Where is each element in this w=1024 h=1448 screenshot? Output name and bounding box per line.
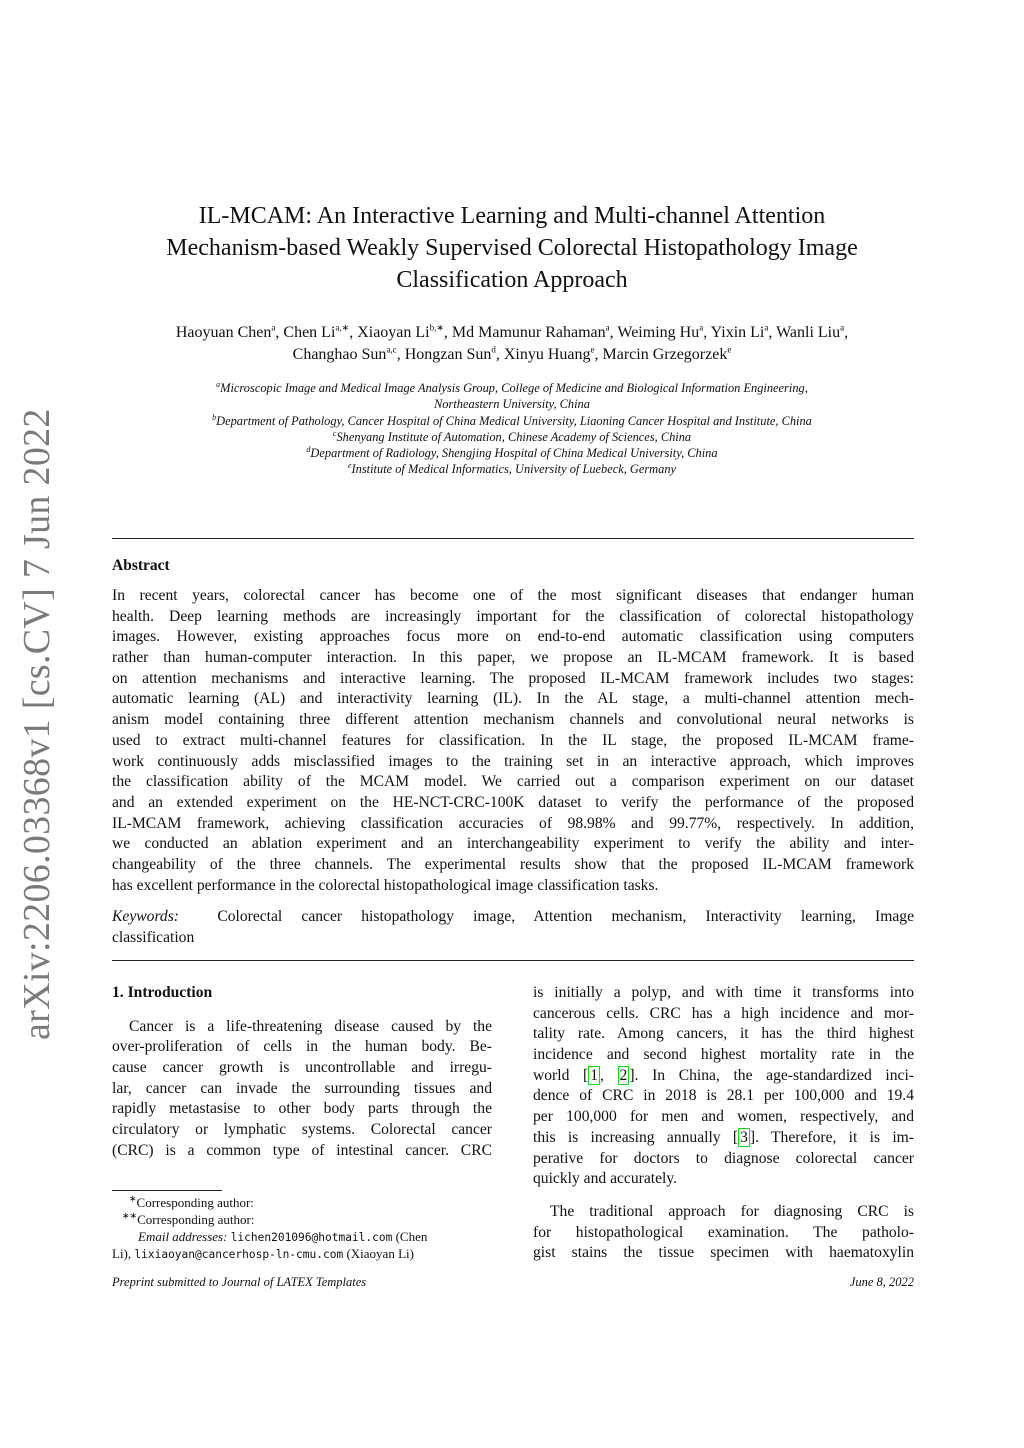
title-line: Mechanism-based Weakly Supervised Colorectal Histopathology Image xyxy=(166,235,858,261)
author-affiliation-mark: a,∗ xyxy=(335,322,350,333)
body-line: quickly and accurately. xyxy=(533,1170,678,1188)
affiliation-mark: d xyxy=(306,445,311,455)
body-line: gist stains the tissue specimen with haematoxylin xyxy=(533,1244,914,1262)
footnote-text: Li), xyxy=(112,1246,132,1262)
author-name: Hongzan Sun xyxy=(404,346,492,363)
body-line: Cancer is a life-threatening disease caused by the xyxy=(129,1017,492,1035)
affiliation-text: Shenyang Institute of Automation, Chinese Academy of Sciences, China xyxy=(336,429,692,444)
body-line: world [ 1 , 2 ]. In China, the age-standardized inci- xyxy=(533,1066,914,1084)
affiliation-text: Northeastern University, China xyxy=(434,397,590,412)
author-affiliation-mark: a xyxy=(605,322,610,333)
body-text: . In China, the age-standardized inci- xyxy=(634,1066,914,1084)
author-name: Md Mamunur Rahaman xyxy=(451,324,606,341)
author-name: Haoyuan Chen xyxy=(175,324,272,341)
author-affiliation-mark: a xyxy=(271,322,276,333)
footnote-text: Corresponding author: xyxy=(136,1195,254,1210)
abstract-bottom-rule xyxy=(112,960,914,961)
author-affiliation-mark: b,∗ xyxy=(429,322,444,333)
body-line: rapidly metastasise to other body parts through the xyxy=(112,1100,492,1118)
abstract-line: on attention mechanisms and interactive learning. The proposed IL-MCAM framework includes two stages: xyxy=(112,669,914,687)
abstract-line: In recent years, colorectal cancer has become one of the most significant diseases that endanger human xyxy=(112,587,914,604)
author-name: Changhao Sun xyxy=(292,346,387,363)
body-line: over-proliferation of cells in the human body. Be- xyxy=(112,1038,492,1056)
affiliation-a-cont xyxy=(100,396,924,412)
footnote-rule xyxy=(112,1190,222,1191)
citation-link[interactable]: 2 xyxy=(619,1066,628,1084)
keywords xyxy=(112,907,914,948)
author-affiliation-mark: a xyxy=(840,322,845,333)
footnote-line xyxy=(112,1229,492,1247)
footnote-text: (Xiaoyan Li) xyxy=(346,1246,414,1262)
abstract-line: anism model containing three different attention mechanism channels and convolutional neural networks is xyxy=(112,711,914,729)
citation-link[interactable]: 1 xyxy=(590,1066,599,1084)
affiliation-mark: e xyxy=(347,461,352,471)
affiliation-text: Department of Pathology, Cancer Hospital of China Medical University, Liaoning Cancer Hospital and Institute, China xyxy=(216,413,812,428)
affiliation-c xyxy=(100,429,924,445)
author-affiliation-mark: a xyxy=(699,322,704,333)
author-name: Marcin Grzegorzek xyxy=(602,346,728,363)
affiliation-mark: c xyxy=(332,428,337,438)
body-line: (CRC) is a common type of intestinal cancer. CRC xyxy=(112,1141,492,1159)
paragraph-gap xyxy=(533,1190,914,1202)
author-affiliation-mark: a,c xyxy=(386,344,397,355)
right-column xyxy=(533,983,914,1264)
author-affiliation-mark: e xyxy=(727,344,732,355)
abstract-heading: Abstract xyxy=(112,557,170,574)
left-column xyxy=(112,983,492,1162)
abstract-top-rule xyxy=(112,538,914,539)
email-address[interactable]: lichen201096@hotmail.com xyxy=(230,1230,393,1244)
section-heading: 1. Introduction xyxy=(112,984,213,1001)
affiliations xyxy=(100,380,924,478)
author-affiliation-mark: e xyxy=(590,344,595,355)
abstract-line: IL-MCAM framework, achieving classification accuracies of 98.98% and 99.77%, respectively. In addition, xyxy=(112,814,914,832)
body-text: this is increasing annually xyxy=(533,1128,721,1146)
footnote-text: (Chen xyxy=(395,1228,428,1244)
keywords-text: Colorectal cancer histopathology image, Attention mechanism, Interactivity learning, Image xyxy=(217,908,914,925)
author-name: Weiming Hu xyxy=(617,324,700,341)
abstract-line: the classification ability of the MCAM model. We carried out a comparison experiment on our dataset xyxy=(112,773,914,791)
author-name: Wanli Liu xyxy=(776,324,841,341)
body-line: tality rate. Among cancers, it has the third highest xyxy=(533,1025,914,1043)
footnotes xyxy=(112,1195,492,1264)
affiliation-mark: b xyxy=(212,412,217,422)
affiliation-b xyxy=(100,413,924,429)
affiliation-text: Microscopic Image and Medical Image Analysis Group, College of Medicine and Biological Information Engineering, xyxy=(220,381,808,395)
paper-title xyxy=(112,200,912,296)
abstract-line: changeability of the three channels. The experimental results show that the proposed IL-MCAM framework xyxy=(112,855,914,873)
body-line: this is increasing annually [ 3 ]. Therefore, it is im- xyxy=(533,1128,915,1146)
abstract-line: automatic learning (AL) and interactivity learning (IL). In the AL stage, a multi-channel attention mech- xyxy=(112,690,914,708)
affiliation-e xyxy=(100,461,924,477)
footnote-mark: ∗∗ xyxy=(122,1210,138,1221)
footer-date: June 8, 2022 xyxy=(849,1275,914,1289)
body-line: The traditional approach for diagnosing CRC is xyxy=(550,1202,914,1220)
abstract-line: used to extract multi-channel features for classification. In the IL stage, the proposed IL-MCAM frame- xyxy=(112,731,914,749)
body-line: perative for doctors to diagnose colorectal cancer xyxy=(533,1149,914,1167)
body-line: is initially a polyp, and with time it transforms into xyxy=(533,984,914,1001)
abstract-body xyxy=(112,586,914,896)
affiliation-a xyxy=(100,380,924,396)
author-name: Xiaoyan Li xyxy=(357,324,430,341)
abstract-line: rather than human-computer interaction. In this paper, we propose an IL-MCAM framework. It is based xyxy=(112,649,914,667)
abstract-line: and an extended experiment on the HE-NCT-CRC-100K dataset to verify the performance of the proposed xyxy=(112,793,914,811)
abstract-line: images. However, existing approaches focus more on end-to-end automatic classification using computers xyxy=(112,628,914,646)
author-line-2: Changhao Sun$^{a,c}$, Hongzan Sun$^d$, Xinyu Huang$^e$, Marcin Grzegorzek$^e$ xyxy=(292,344,732,363)
footer-preprint-note: Preprint submitted to Journal of LATEX Templates xyxy=(112,1275,367,1289)
title-line: Classification Approach xyxy=(396,267,628,293)
keywords-line: classification xyxy=(112,928,195,946)
body-line: cancerous cells. CRC has a high incidence and mor- xyxy=(533,1004,914,1022)
author-name: Xinyu Huang xyxy=(503,346,591,363)
footnote-line xyxy=(112,1246,492,1264)
footnote-mark: ∗ xyxy=(129,1193,137,1204)
affiliation-mark: a xyxy=(216,379,221,389)
email-address[interactable]: lixiaoyan@cancerhosp-ln-cmu.com xyxy=(134,1248,344,1262)
body-line: incidence and second highest mortality rate in the xyxy=(533,1046,914,1064)
body-line: lar, cancer can invade the surrounding tissues and xyxy=(112,1079,492,1097)
abstract-line: work continuously adds misclassified images to the training set in an interactive approach, which improves xyxy=(112,752,914,770)
arxiv-identifier-stamp: arXiv:2206.03368v1 [cs.CV] 7 Jun 2022 xyxy=(16,408,58,1040)
keywords-label: Keywords: xyxy=(112,908,179,925)
body-text: . Therefore, it is im- xyxy=(755,1128,915,1146)
author-list xyxy=(100,322,924,366)
body-line: per 100,000 for men and women, respectively, and xyxy=(533,1108,914,1126)
body-line: dence of CRC in 2018 is 28.1 per 100,000 and 19.4 xyxy=(533,1087,914,1105)
footnote-line xyxy=(112,1212,492,1229)
abstract-line: has excellent performance in the colorectal histopathological image classification tasks. xyxy=(112,876,659,894)
citation-link[interactable]: 3 xyxy=(740,1128,748,1146)
email-label: Email addresses: xyxy=(138,1228,228,1244)
body-text: world xyxy=(533,1066,570,1084)
author-name: Yixin Li xyxy=(710,324,765,341)
abstract-line: we conducted an ablation experiment and an interchangeability experiment to verify the ability and inter- xyxy=(112,835,914,853)
author-line-1: Haoyuan Chen$^a$, Chen $Li^{a,∗}$, Xiaoyan $Li^{b,∗}$, Md Mamunur Rahaman$^a$, Weiming Hu$^a$, Yixin Li$^a$, Wanli Liu$^a$, xyxy=(175,322,849,341)
affiliation-d xyxy=(100,445,924,461)
affiliation-text: Institute of Medical Informatics, University of Luebeck, Germany xyxy=(351,462,677,477)
author-affiliation-mark: d xyxy=(491,344,496,355)
keywords-line xyxy=(112,907,914,928)
author-name: Chen Li xyxy=(283,324,336,341)
author-affiliation-mark: a xyxy=(764,322,769,333)
title-line: IL-MCAM: An Interactive Learning and Multi-channel Attention xyxy=(198,203,826,229)
affiliation-text: Department of Radiology, Shengjing Hospital of China Medical University, China xyxy=(310,446,718,461)
body-line: for histopathological examination. The patholo- xyxy=(533,1223,914,1241)
abstract-line: health. Deep learning methods are increasingly important for the classification of colorectal histopathology xyxy=(112,607,914,625)
footnote-line xyxy=(112,1195,492,1212)
body-line: cause cancer growth is uncontrollable and irregu- xyxy=(112,1059,492,1077)
footnote-text: Corresponding author: xyxy=(137,1211,255,1227)
body-line: circulatory or lymphatic systems. Colorectal cancer xyxy=(112,1121,492,1139)
